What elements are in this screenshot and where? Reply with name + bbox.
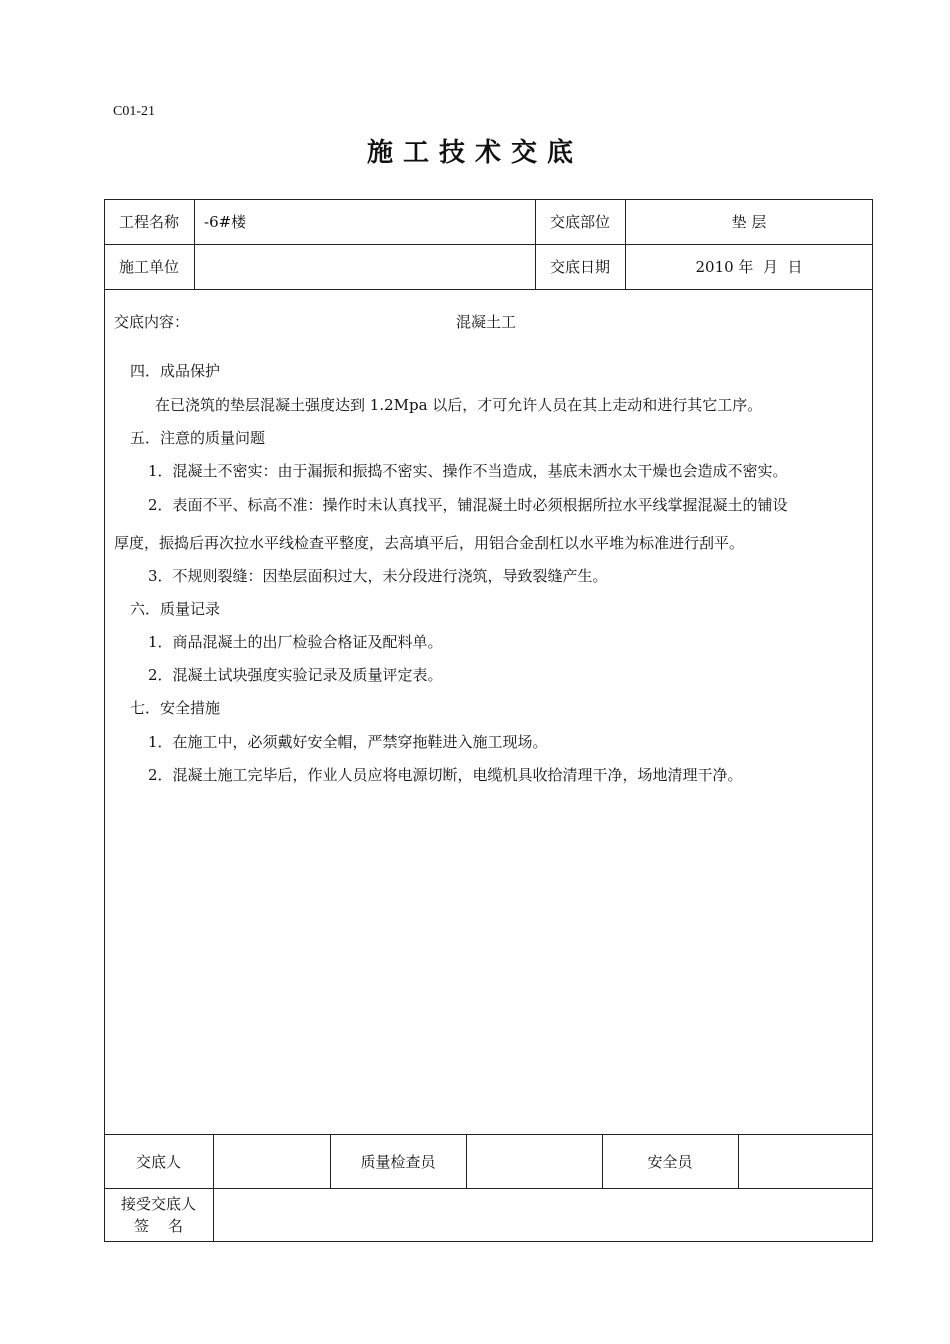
receiver-label [104,1188,213,1242]
content-paragraph: 在已浇筑的垫层混凝土强度达到 1.2Mpa 以后，才可允许人员在其上走动和进行其它工序。 [155,396,763,414]
receiver-signature-value [213,1188,873,1242]
content-paragraph: 厚度，振捣后再次拉水平线检查平整度，去高填平后，用铝合金刮杠以水平堆为标准进行刮平。 [114,534,745,552]
content-paragraph: 1．在施工中，必须戴好安全帽，严禁穿拖鞋进入施工现场。 [148,733,548,751]
safety-officer-label: 安全员 [647,1152,693,1171]
section-heading: 四．成品保护 [130,362,221,380]
content-paragraph: 1．商品混凝土的出厂检验合格证及配料单。 [148,633,443,651]
project-name-label: 工程名称 [118,213,179,231]
safety-officer-value [738,1134,873,1188]
content-paragraph: 2．混凝土试块强度实验记录及质量评定表。 [148,666,443,684]
receiver-label-line-1: 接受交底人 [120,1195,196,1213]
document-code: C01-21 [113,104,155,119]
unit-value [204,244,524,289]
quality-inspector-label: 质量检查员 [360,1152,436,1171]
document-title: 施工技术交底 [366,138,583,168]
part-label: 交底部位 [549,213,610,231]
column-divider [194,199,195,289]
quality-inspector-value [466,1134,602,1188]
content-paragraph: 2．混凝土施工完毕后，作业人员应将电源切断，电缆机具收拾清理干净，场地清理干净。 [148,766,743,784]
disclosure-form [104,199,873,1242]
content-paragraph: 3．不规则裂缝：因垫层面积过大，未分段进行浇筑，导致裂缝产生。 [148,567,608,585]
content-label: 交底内容： [114,313,190,331]
content-paragraph: 1．混凝土不密实：由于漏振和振捣不密实、操作不当造成，基底未洒水太干燥也会造成不密实。 [148,462,788,480]
date-label: 交底日期 [549,258,610,276]
discloser-label: 交底人 [135,1152,181,1171]
date-value: 2010 年 月 日 [695,258,803,276]
section-heading: 六．质量记录 [130,600,221,618]
content-subject: 混凝土工 [456,313,517,331]
receiver-label-line-2: 签 名 [133,1217,184,1235]
unit-label: 施工单位 [118,258,179,276]
discloser-value [213,1134,330,1188]
content-paragraph: 2．表面不平、标高不准：操作时未认真找平，铺混凝土时必须根据所拉水平线掌握混凝土的铺设 [148,496,788,514]
part-value: 垫 层 [731,213,767,231]
row-divider [104,289,873,290]
section-heading: 五．注意的质量问题 [130,429,266,447]
project-name-value: -6#楼 [204,213,247,231]
section-heading: 七．安全措施 [130,699,221,717]
